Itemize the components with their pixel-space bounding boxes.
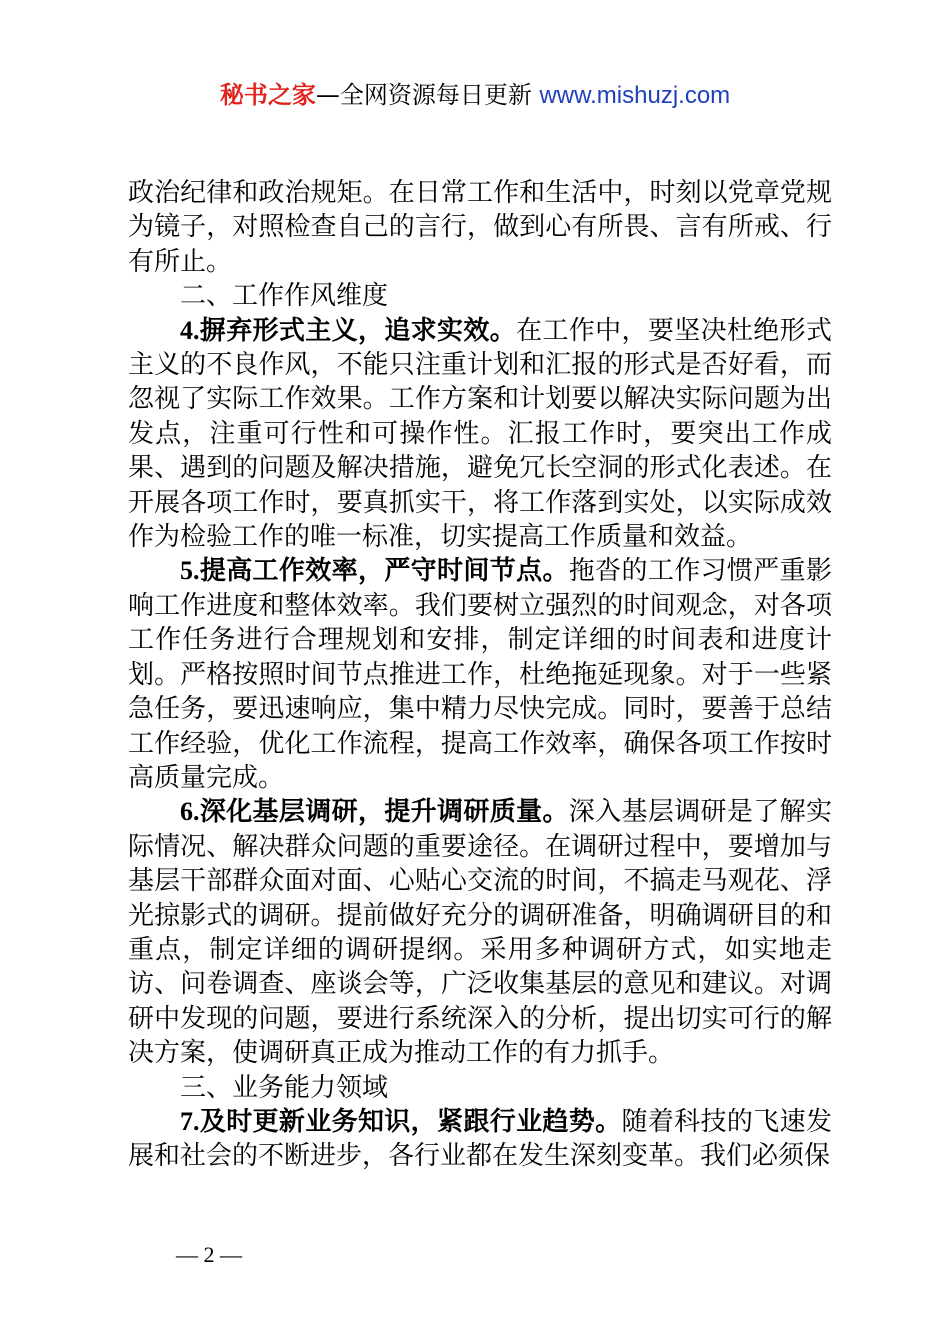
section-heading-text: 三、业务能力领域	[180, 1072, 389, 1103]
paragraph-number: 7.	[180, 1106, 200, 1136]
paragraph-continuation	[128, 176, 832, 279]
paragraph-lead: 深化基层调研，提升调研质量。	[199, 797, 569, 828]
numbered-paragraph	[128, 554, 832, 795]
paragraph-number: 4.	[180, 315, 200, 345]
paragraph-text: 在工作中，要坚决杜绝形式主义的不良作风，不能只注重计划和汇报的形式是否好看，而忽视了实际工作效果。工作方案和计划要以解决实际问题为出发点，注重可行性和可操作性。汇报工作时，要突出工作成果、遇到的问题及解决措施，避免冗长空洞的形式化表述。在开展各项工作时，要真抓实干，将工作落到实处，以实际成效作为检验工作的唯一标准，切实提高工作质量和效益。	[128, 315, 832, 553]
paragraph-text: 政治纪律和政治规矩。在日常工作和生活中，时刻以党章党规为镜子，对照检查自己的言行，做到心有所畏、言有所戒、行有所止。	[128, 178, 832, 277]
paragraph-lead: 及时更新业务知识，紧跟行业趋势。	[199, 1106, 622, 1137]
header-url-link[interactable]: www.mishuzj.com	[539, 82, 731, 109]
paragraph-text: 随着科技的飞速发展和社会的不断进步，各行业都在发生深刻变革。我们必须保	[128, 1106, 832, 1172]
section-heading	[128, 279, 832, 313]
paragraph-text: 深入基层调研是了解实际情况、解决群众问题的重要途径。在调研过程中，要增加与基层干部群众面对面、心贴心交流的时间，不搞走马观花、浮光掠影式的调研。提前做好充分的调研准备，明确调研目的和重点，制定详细的调研提纲。采用多种调研方式，如实地走访、问卷调查、座谈会等，广泛收集基层的意见和建议。对调研中发现的问题，要进行系统深入的分析，提出切实可行的解决方案，使调研真正成为推动工作的有力抓手。	[128, 797, 832, 1069]
header-slogan: —全网资源每日更新	[315, 81, 540, 109]
page-number: — 2 —	[176, 1242, 242, 1267]
section-heading	[128, 1071, 832, 1105]
paragraph-lead: 摒弃形式主义，追求实效。	[199, 315, 517, 346]
paragraph-number: 6.	[180, 797, 200, 827]
page-header	[0, 78, 950, 113]
numbered-paragraph	[128, 1105, 832, 1174]
paragraph-text: 拖沓的工作习惯严重影响工作进度和整体效率。我们要树立强烈的时间观念，对各项工作任务进行合理规划和安排，制定详细的时间表和进度计划。严格按照时间节点推进工作，杜绝拖延现象。对于一些紧急任务，要迅速响应，集中精力尽快完成。同时，要善于总结工作经验，优化工作流程，提高工作效率，确保各项工作按时高质量完成。	[128, 556, 832, 793]
numbered-paragraph	[128, 314, 832, 555]
section-heading-text: 二、工作作风维度	[180, 281, 389, 312]
paragraph-lead: 提高工作效率，严守时间节点。	[199, 556, 569, 587]
paragraph-number: 5.	[180, 556, 200, 586]
header-brand: 秘书之家	[219, 81, 316, 109]
numbered-paragraph	[128, 795, 832, 1070]
document-body	[128, 176, 832, 1174]
